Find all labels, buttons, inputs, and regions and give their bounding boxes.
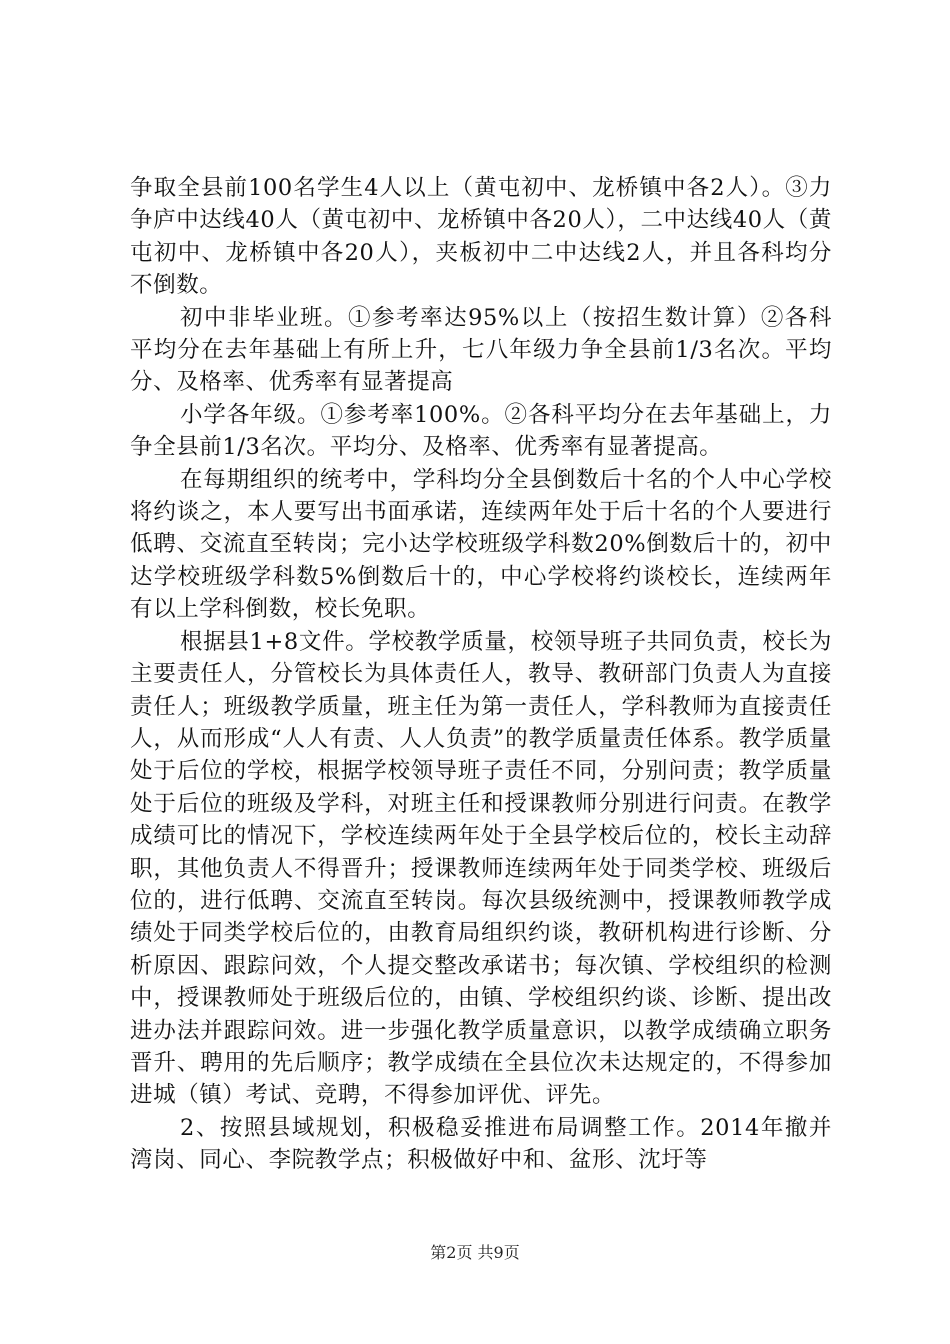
paragraph-continuation: 争取全县前100名学生4人以上（黄屯初中、龙桥镇中各2人）。③力争庐中达线40人（黄屯初中、龙桥镇中各20人），二中达线40人（黄屯初中、龙桥镇中各20人），夹板初中二中达线2人，并且各科均分不倒数。 [130,175,832,299]
body-text [130,172,832,1177]
paragraph-layout-adjustment: 2、按照县域规划，积极稳妥推进布局调整工作。2014年撤并湾岗、同心、李院教学点；积极做好中和、盆形、沈圩等 [130,1114,832,1174]
paragraph-junior-non-graduating: 初中非毕业班。①参考率达95%以上（按招生数计算）②各科平均分在去年基础上有所上升，七八年级力争全县前1/3名次。平均分、及格率、优秀率有显著提高 [130,304,832,396]
paragraph-exam-accountability: 在每期组织的统考中，学科均分全县倒数后十名的个人中心学校将约谈之，本人要写出书面承诺，连续两年处于后十名的个人要进行低聘、交流直至转岗；完小达学校班级学科数20%倒数后十的，初中达学校班级学科数5%倒数后十的，中心学校将约谈校长，连续两年有以上学科倒数，校长免职。 [130,466,832,623]
paragraph-responsibility-system: 根据县1+8文件。学校教学质量，校领导班子共同负责，校长为主要责任人，分管校长为具体责任人，教导、教研部门负责人为直接责任人；班级教学质量，班主任为第一责任人，学科教师为直接责任人，从而形成“人人有责、人人负责”的教学质量责任体系。教学质量处于后位的学校，根据学校领导班子责任不同，分别问责；教学质量处于后位的班级及学科，对班主任和授课教师分别进行问责。在教学成绩可比的情况下，学校连续两年处于全县学校后位的，校长主动辞职，其他负责人不得晋升；授课教师连续两年处于同类学校、班级后位的，进行低聘、交流直至转岗。每次县级统测中，授课教师教学成绩处于同类学校后位的，由教育局组织约谈，教研机构进行诊断、分析原因、跟踪问效，个人提交整改承诺书；每次镇、学校组织的检测中，授课教师处于班级后位的，由镇、学校组织约谈、诊断、提出改进办法并跟踪问效。进一步强化教学质量意识，以教学成绩确立职务晋升、聘用的先后顺序；教学成绩在全县位次未达规定的，不得参加进城（镇）考试、竞聘，不得参加评优、评先。 [130,628,832,1109]
page-number-footer: 第2页 共9页 [430,1243,520,1262]
paragraph-primary-grades: 小学各年级。①参考率100%。②各科平均分在去年基础上，力争全县前1/3名次。平均分、及格率、优秀率有显著提高。 [130,401,832,461]
